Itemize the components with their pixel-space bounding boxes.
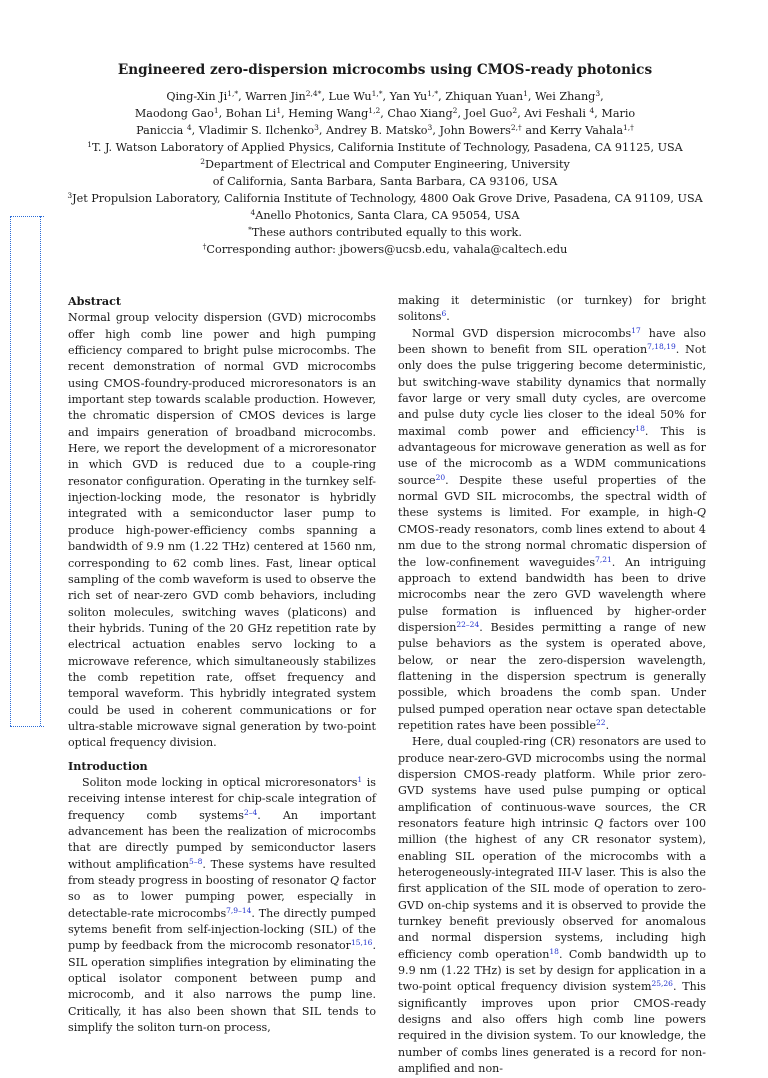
- section-heading: Introduction: [68, 758, 148, 773]
- affiliation-line: of California, Santa Barbara, Santa Barbara, CA 93106, USA: [212, 175, 558, 189]
- affiliation-line: $^3$Jet Propulsion Laboratory, California Institute of Technology, 4800 Oak Grove Drive, Pasadena, CA 91109, USA: [67, 191, 703, 206]
- author-line: Maodong Gao$^1$, Bohan Li$^1$, Heming Wang$^{1,2}$, Chao Xiang$^2$, Joel Guo$^2$, Avi Feshali $^4$, Mario: [134, 106, 636, 121]
- right-column: [398, 293, 706, 1078]
- affiliation-line: $^1$T. J. Watson Laboratory of Applied Physics, California Institute of Technology, Pasadena, CA 91125, USA: [87, 140, 683, 155]
- corresponding-author-note: †Corresponding author: jbowers@ucsb.edu, vahala@caltech.edu: [202, 242, 568, 257]
- author-line: Paniccia $^4$, Vladimir S. Ilchenko$^3$, Andrey B. Matsko$^3$, John Bowers$^{2,\dagger}$ and Kerry Vahala$^{1,\dagger}$: [136, 123, 634, 138]
- affiliation-line: $^2$Department of Electrical and Computer Engineering, University: [200, 157, 570, 172]
- body-paragraph: Soliton mode locking in optical microresonators$^1$ is receiving intense interest for chip-scale integration of frequency comb systems$^{2-4}$. An important advancement has been the realization of microcombs that are directly pumped by semiconductor lasers without amplification$^{5-8}$. These systems have resulted from steady progress in boosting of resonator Q factor so as to lower pumping power, especially in detectable-rate microcombs$^{7,9-14}$. The directly pumped sytems benefit from self-injection-locking (SIL) of the pump by feedback from the microcomb resonator$^{15,16}$. SIL operation simplifies integration by eliminating the optical isolator component between pump and microcomb, and it also narrows the pump line. Critically, it has also been shown that SIL tends to simplify the soliton turn-on process,: [68, 774, 376, 1035]
- author-line: Qing-Xin $Ji^{1,*}$, Warren Jin$^{2,4*}$, Lue $Wu^{1,*}$, Yan $Yu^{1,*}$, Zhiquan Yuan$^1$, Wei Zhang$^3$,: [166, 89, 604, 104]
- body-paragraph: making it deterministic (or turnkey) for bright solitons$^6$.: [398, 294, 706, 324]
- paper-title: Engineered zero-dispersion microcombs using CMOS-ready photonics: [117, 62, 653, 78]
- paper-header: [40, 62, 730, 258]
- margin-frame-bottom: [10, 726, 44, 727]
- body-paragraph: Normal group velocity dispersion (GVD) microcombs offer high comb line power and high pumping efficiency compared to bright pulse microcombs. The recent demonstration of normal GVD microcombs using CMOS-foundry-produced microresonators is an important step towards scalable production. However, the chromatic dispersion of CMOS devices is large and impairs generation of broadband microcombs. Here, we report the development of a microresonator in which GVD is reduced due to a couple-ring resonator configuration. Operating in the turnkey self-injection-locking mode, the resonator is hybridly integrated with a semiconductor laser pump to produce high-power-efficiency combs spanning a bandwidth of 9.9 nm (1.22 THz) centered at 1560 nm, corresponding to 62 comb lines. Fast, linear optical sampling of the comb waveform is used to observe the rich set of near-zero GVD comb behaviors, including soliton molecules, switching waves (platicons) and their hybrids. Tuning of the 20 GHz repetition rate by electrical actuation enables servo locking to a microwave reference, which simultaneously stabilizes the comb repetition rate, offset frequency and temporal waveform. This hybridly integrated system could be used in coherent communications or for ultra-stable microwave signal generation by two-point optical frequency division.: [68, 311, 376, 750]
- affiliation-list: [40, 139, 730, 258]
- body-paragraph: Normal GVD dispersion microcombs$^{17}$ have also been shown to benefit from SIL operation$^{7,18,19}$. Not only does the pulse triggering become deterministic, but switching-wave stability dynamics that normally favor large or very small duty cycles, are overcome and pulse duty cycle lies closer to the ideal 50% for maximal comb power and efficiency$^{18}$. This is advantageous for microwave generation as well as for use of the microcomb as a WDM communications source$^{20}$. Despite these useful properties of the normal GVD SIL microcombs, the spectral width of these systems is limited. For example, in high-Q CMOS-ready resonators, comb lines extend to about 4 nm due to the strong normal chromatic dispersion of the low-confinement waveguides$^{7,21}$. An intriguing approach to extend bandwidth has been to drive microcombs near the zero GVD wavelength where pulse formation is influenced by higher-order dispersion$^{22-24}$. Besides permitting a range of new pulse behaviors as the system is operated above, below, or near the zero-dispersion wavelength, flattening in the dispersion spectrum is generally possible, which broadens the comb span. Under pulsed pumped operation near octave span detectable repetition rates have been possible$^{22}$.: [398, 325, 707, 732]
- section-heading: Abstract: [68, 294, 122, 308]
- equal-contribution-note: *These authors contributed equally to this work.: [248, 225, 522, 240]
- margin-frame-top: [10, 216, 44, 217]
- author-list: [40, 88, 730, 139]
- margin-frame-left: [10, 216, 11, 726]
- left-column: [68, 293, 376, 1036]
- margin-frame-right: [40, 216, 41, 726]
- affiliation-line: $^4$Anello Photonics, Santa Clara, CA 95054, USA: [250, 208, 520, 223]
- body-paragraph: Here, dual coupled-ring (CR) resonators are used to produce near-zero-GVD microcombs using the normal dispersion CMOS-ready platform. While prior zero-GVD systems have used pulse pumping or optical amplification of continuous-wave sources, the CR resonators feature high intrinsic Q factors over 100 million (the highest of any CR resonator system), enabling SIL operation of the microcombs with a heterogeneously-integrated III-V laser. This is also the first application of the SIL mode of operation to zero-GVD on-chip systems and it is observed to provide the turnkey benefit previously observed for anomalous and normal dispersion systems, including high efficiency comb operation$^{18}$. Comb bandwidth up to 9.9 nm (1.22 THz) is set by design for application in a two-point optical frequency division system$^{25,26}$. This significantly improves upon prior CMOS-ready designs and also offers high comb line powers required in the division system. To our knowledge, the number of combs lines generated is a record for non-amplified and non-: [398, 735, 707, 1076]
